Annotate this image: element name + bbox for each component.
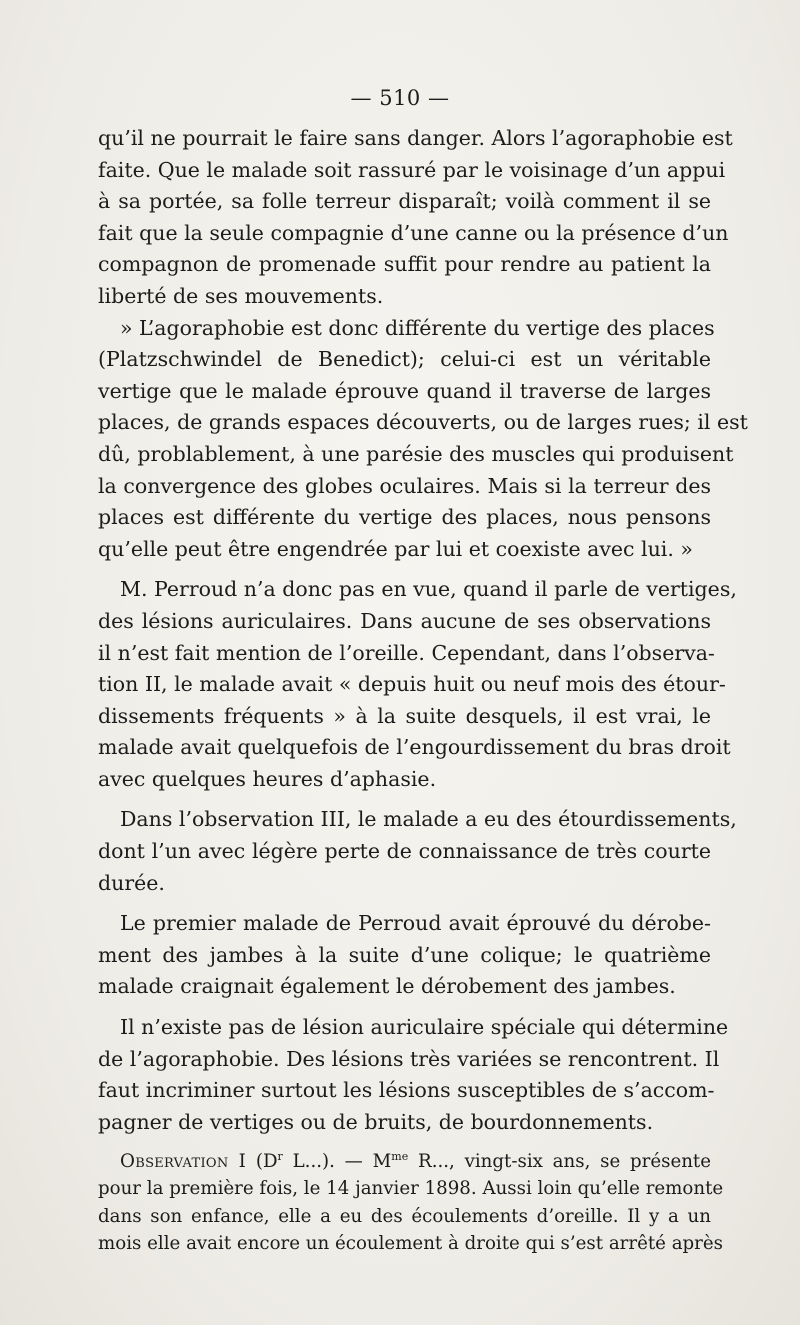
paragraph-1 (98, 123, 733, 313)
text-line: faite. Que le malade soit rassuré par le voisinage d’un appui (98, 157, 726, 182)
text-line: malade craignait également le dérobement des jambes. (98, 974, 676, 999)
observation-line-rest: R..., vingt-six ans, se présente (408, 1151, 711, 1173)
text-line: de l’agoraphobie. Des lésions très variées se rencontrent. Il (98, 1046, 720, 1071)
text-line: tion II, le malade avait « depuis huit ou neuf mois des étour- (98, 672, 726, 697)
text-line: places, de grands espaces découverts, ou de larges rues; il est (98, 410, 748, 435)
text-line: malade avait quelquefois de l’engourdissement du bras droit (98, 735, 731, 760)
paragraph-2 (98, 313, 748, 566)
text-line: qu’il ne pourrait le faire sans danger. Alors l’agoraphobie est (98, 126, 733, 150)
text-line: Il n’existe pas de lésion auriculaire spéciale qui détermine (120, 1015, 729, 1040)
observation-heading: Observation I (120, 1151, 247, 1173)
text-line: (Platzschwindel de Benedict); celui-ci est un véritable (98, 347, 711, 372)
page-number: — 510 — (350, 86, 450, 110)
text-line: vertige que le malade éprouve quand il traverse de larges (98, 378, 711, 403)
text-line: mois elle avait encore un écoulement à droite qui s’est arrêté après (98, 1233, 723, 1255)
doctor-prefix: (D (255, 1151, 278, 1173)
text-line: la convergence des globes oculaires. Mais si la terreur des (98, 473, 711, 498)
text-line: à sa portée, sa folle terreur disparaît; voilà comment il se (98, 189, 711, 214)
doctor-post: L...). — M (282, 1151, 392, 1173)
text-line: liberté de ses mouvements. (98, 283, 384, 308)
text-line: fait que la seule compagnie d’une canne ou la présence d’un (98, 220, 729, 245)
text-line: Dans l’observation III, le malade a eu des étourdissements, (120, 807, 737, 832)
text-line: des lésions auriculaires. Dans aucune de ses observations (98, 608, 711, 633)
paragraph-4 (98, 804, 737, 899)
text-line: » L’agoraphobie est donc différente du vertige des places (120, 315, 715, 340)
paragraph-3 (98, 574, 737, 795)
observation-first-line (98, 1143, 711, 1175)
observation-case (98, 1143, 724, 1258)
text-line: faut incriminer surtout les lésions susceptibles de s’accom- (98, 1078, 715, 1103)
text-line: avec quelques heures d’aphasie. (98, 766, 437, 791)
text-line: compagnon de promenade suffit pour rendre au patient la (98, 252, 711, 277)
madame-sup: me (391, 1150, 409, 1163)
text-line: Le premier malade de Perroud avait éprouvé du dérobe- (120, 911, 711, 936)
text-line: dont l’un avec légère perte de connaissance de très courte (98, 839, 711, 864)
text-line: ment des jambes à la suite d’une colique; le quatrième (98, 942, 711, 967)
text-line: durée. (98, 870, 165, 895)
text-line: pour la première fois, le 14 janvier 1898. Aussi loin qu’elle remonte (98, 1178, 724, 1200)
text-line: dans son enfance, elle a eu des écoulements d’oreille. Il y a un (98, 1205, 711, 1227)
doctor-sup: r (277, 1150, 283, 1163)
text-line: il n’est fait mention de l’oreille. Cependant, dans l’observa- (98, 640, 715, 665)
text-line: M. Perroud n’a donc pas en vue, quand il parle de vertiges, (120, 577, 737, 602)
paragraph-5 (98, 908, 711, 1003)
text-line: places est différente du vertige des places, nous pensons (98, 505, 711, 530)
body-text (98, 123, 748, 1138)
text-line: qu’elle peut être engendrée par lui et coexiste avec lui. » (98, 536, 693, 561)
text-line: dissements fréquents » à la suite desquels, il est vrai, le (98, 703, 711, 728)
paragraph-6 (98, 1012, 729, 1138)
text-line: pagner de vertiges ou de bruits, de bourdonnements. (98, 1109, 654, 1134)
text-line: dû, problablement, à une parésie des muscles qui produisent (98, 441, 734, 466)
